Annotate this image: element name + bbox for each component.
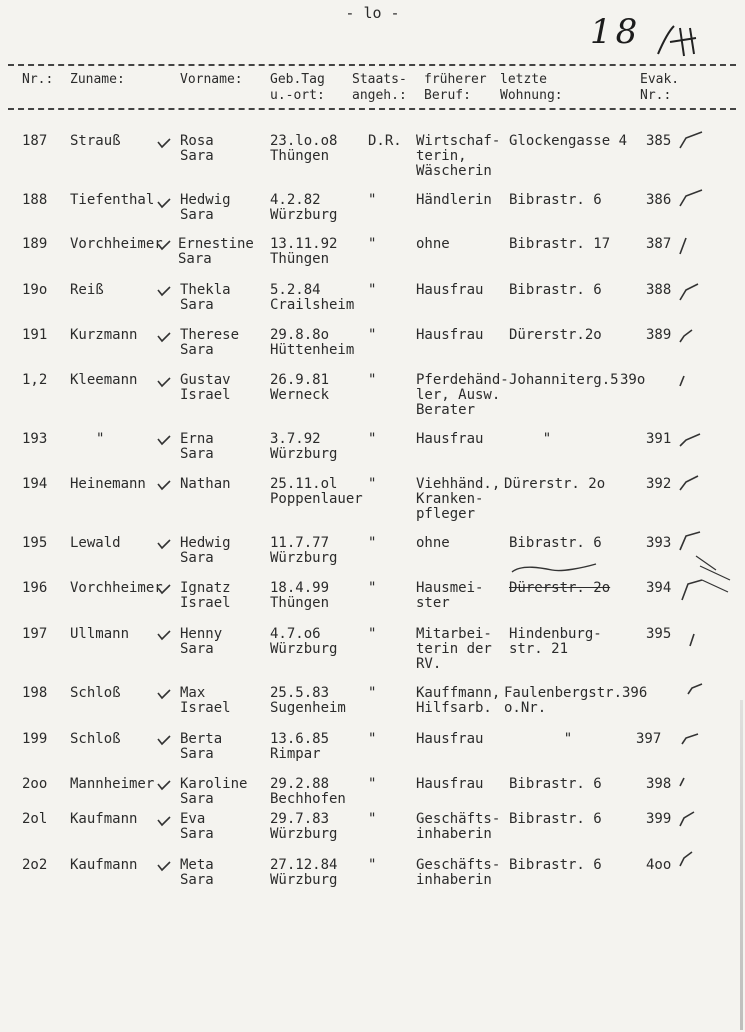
cell-nr: 19o — [22, 282, 48, 298]
cell-zuname: Tiefenthal — [70, 192, 155, 208]
cell-beruf: Hausfrau — [416, 282, 484, 298]
cell-nr: 196 — [22, 580, 48, 596]
cell-nr: 191 — [22, 327, 48, 343]
cell-zuname: Kleemann — [70, 372, 138, 388]
cell-vorname: Ignatz Israel — [180, 580, 231, 611]
cell-zuname: Reiß — [70, 282, 104, 298]
cell-geb: 18.4.99 Thüngen — [270, 580, 330, 611]
cell-beruf: Hausmei- ster — [416, 580, 484, 611]
cell-nr: 193 — [22, 431, 48, 447]
cell-nr: 199 — [22, 731, 48, 747]
cell-wohnung: Bibrastr. 6 — [509, 282, 602, 298]
cell-staats: " — [368, 811, 377, 827]
cell-geb: 29.7.83 Würzburg — [270, 811, 338, 842]
cell-evak: 392 — [646, 476, 672, 492]
header-staats: Staats- angeh.: — [352, 72, 407, 103]
cell-beruf: Wirtschaf- terin, Wäscherin — [416, 133, 501, 179]
cell-staats: " — [368, 476, 377, 492]
cell-geb: 4.7.o6 Würzburg — [270, 626, 338, 657]
cell-wohnung: Bibrastr. 6 — [509, 535, 602, 551]
cell-nr: 189 — [22, 236, 48, 252]
cell-vorname: Erna Sara — [180, 431, 214, 462]
cell-zuname: Strauß — [70, 133, 121, 149]
cell-evak: 397 — [636, 731, 662, 747]
cell-evak: 386 — [646, 192, 672, 208]
page-edge-shadow — [740, 700, 743, 1030]
cell-wohnung: Dürerstr. 2o — [504, 476, 606, 492]
cell-vorname: Meta Sara — [180, 857, 214, 888]
cell-zuname: Heinemann — [70, 476, 146, 492]
cell-nr: 2ol — [22, 811, 48, 827]
cell-wohnung: Bibrastr. 6 — [509, 857, 602, 873]
cell-vorname: Nathan — [180, 476, 231, 492]
cell-evak: 394 — [646, 580, 672, 596]
cell-zuname: Kurzmann — [70, 327, 138, 343]
cell-beruf: Geschäfts- inhaberin — [416, 857, 501, 888]
cell-nr: 195 — [22, 535, 48, 551]
cell-staats: " — [368, 372, 377, 388]
cell-vorname: Therese Sara — [180, 327, 240, 358]
cell-geb: 3.7.92 Würzburg — [270, 431, 338, 462]
cell-staats: " — [368, 580, 377, 596]
cell-wohnung: Bibrastr. 17 — [509, 236, 611, 252]
cell-geb: 11.7.77 Würzburg — [270, 535, 338, 566]
cell-beruf: Pferdehänd- ler, Ausw. Berater — [416, 372, 509, 418]
cell-zuname: Mannheimer — [70, 776, 155, 792]
cell-wohnung: Dürerstr. 2o — [509, 580, 611, 596]
cell-vorname: Karoline Sara — [180, 776, 248, 807]
cell-staats: D.R. — [368, 133, 402, 149]
cell-vorname: Thekla Sara — [180, 282, 231, 313]
cell-nr: 194 — [22, 476, 48, 492]
header-evak: Evak. Nr.: — [640, 72, 680, 103]
cell-evak: 389 — [646, 327, 672, 343]
cell-geb: 5.2.84 Crailsheim — [270, 282, 355, 313]
cell-vorname: Ernestine Sara — [178, 236, 254, 267]
cell-vorname: Berta Sara — [180, 731, 223, 762]
cell-geb: 13.6.85 Rimpar — [270, 731, 330, 762]
cell-evak: 399 — [646, 811, 672, 827]
cell-wohnung: " — [530, 731, 573, 747]
cell-evak: 393 — [646, 535, 672, 551]
cell-staats: " — [368, 535, 377, 551]
cell-beruf: ohne — [416, 535, 450, 551]
cell-zuname: " — [96, 431, 105, 447]
cell-wohnung: Bibrastr. 6 — [509, 776, 602, 792]
header-nr: Nr.: — [22, 72, 54, 87]
cell-evak: 391 — [646, 431, 672, 447]
header-beruf: früherer Beruf: — [424, 72, 487, 103]
cell-evak: 387 — [646, 236, 672, 252]
cell-evak: 388 — [646, 282, 672, 298]
cell-beruf: ohne — [416, 236, 450, 252]
cell-staats: " — [368, 236, 377, 252]
cell-staats: " — [368, 731, 377, 747]
cell-staats: " — [368, 431, 377, 447]
header-vorname: Vorname: — [180, 72, 243, 87]
cell-beruf: Hausfrau — [416, 327, 484, 343]
cell-beruf: Kauffmann, Hilfsarb. — [416, 685, 501, 716]
cell-staats: " — [368, 192, 377, 208]
cell-wohnung: Johanniterg.5 — [509, 372, 619, 388]
cell-geb: 27.12.84 Würzburg — [270, 857, 338, 888]
cell-geb: 25.5.83 Sugenheim — [270, 685, 346, 716]
cell-staats: " — [368, 626, 377, 642]
cell-staats: " — [368, 857, 377, 873]
cell-evak: 395 — [646, 626, 672, 642]
cell-zuname: Kaufmann — [70, 811, 138, 827]
cell-wohnung: Dürerstr.2o — [509, 327, 602, 343]
cell-zuname: Kaufmann — [70, 857, 138, 873]
cell-evak: 4oo — [646, 857, 672, 873]
cell-evak: 398 — [646, 776, 672, 792]
cell-zuname: Vorchheimer — [70, 580, 163, 596]
cell-geb: 25.11.ol Poppenlauer — [270, 476, 363, 507]
cell-beruf: Mitarbei- terin der RV. — [416, 626, 492, 672]
cell-beruf: Hausfrau — [416, 776, 484, 792]
cell-nr: 2oo — [22, 776, 48, 792]
cell-vorname: Eva Sara — [180, 811, 214, 842]
cell-zuname: Schloß — [70, 731, 121, 747]
cell-wohnung: Glockengasse 4 — [509, 133, 628, 149]
cell-evak: 39o — [620, 372, 646, 388]
cell-nr: 2o2 — [22, 857, 48, 873]
cell-geb: 4.2.82 Würzburg — [270, 192, 338, 223]
cell-wohnung: " — [509, 431, 552, 447]
cell-wohnung: Hindenburg- str. 21 — [509, 626, 602, 657]
cell-zuname: Ullmann — [70, 626, 130, 642]
cell-wohnung: Bibrastr. 6 — [509, 811, 602, 827]
header-wohnung: letzte Wohnung: — [500, 72, 563, 103]
cell-geb: 26.9.81 Werneck — [270, 372, 330, 403]
cell-beruf: Händlerin — [416, 192, 492, 208]
cell-vorname: Hedwig Sara — [180, 192, 231, 223]
cell-staats: " — [368, 282, 377, 298]
cell-nr: 187 — [22, 133, 48, 149]
cell-staats: " — [368, 685, 377, 701]
cell-zuname: Vorchheimer — [70, 236, 163, 252]
cell-zuname: Schloß — [70, 685, 121, 701]
cell-beruf: Hausfrau — [416, 731, 484, 747]
cell-evak: 396 — [622, 685, 648, 701]
cell-nr: 188 — [22, 192, 48, 208]
cell-geb: 13.11.92 Thüngen — [270, 236, 338, 267]
cell-vorname: Gustav Israel — [180, 372, 231, 403]
cell-vorname: Rosa Sara — [180, 133, 214, 164]
header-geb: Geb.Tag u.-ort: — [270, 72, 325, 103]
cell-nr: 1,2 — [22, 372, 48, 388]
cell-evak: 385 — [646, 133, 672, 149]
cell-nr: 197 — [22, 626, 48, 642]
page-number: - lo - — [345, 4, 400, 22]
cell-staats: " — [368, 327, 377, 343]
cell-beruf: Viehhänd., Kranken- pfleger — [416, 476, 501, 522]
cell-geb: 29.8.8o Hüttenheim — [270, 327, 355, 358]
cell-zuname: Lewald — [70, 535, 121, 551]
cell-geb: 23.lo.o8 Thüngen — [270, 133, 338, 164]
cell-staats: " — [368, 776, 377, 792]
cell-vorname: Max Israel — [180, 685, 231, 716]
cell-vorname: Hedwig Sara — [180, 535, 231, 566]
cell-geb: 29.2.88 Bechhofen — [270, 776, 346, 807]
cell-beruf: Geschäfts- inhaberin — [416, 811, 501, 842]
cell-wohnung: Bibrastr. 6 — [509, 192, 602, 208]
cell-beruf: Hausfrau — [416, 431, 484, 447]
handwritten-page-mark: 18 — [590, 12, 642, 52]
header-zuname: Zuname: — [70, 72, 125, 87]
cell-vorname: Henny Sara — [180, 626, 223, 657]
cell-nr: 198 — [22, 685, 48, 701]
cell-wohnung: Faulenbergstr. o.Nr. — [504, 685, 623, 716]
